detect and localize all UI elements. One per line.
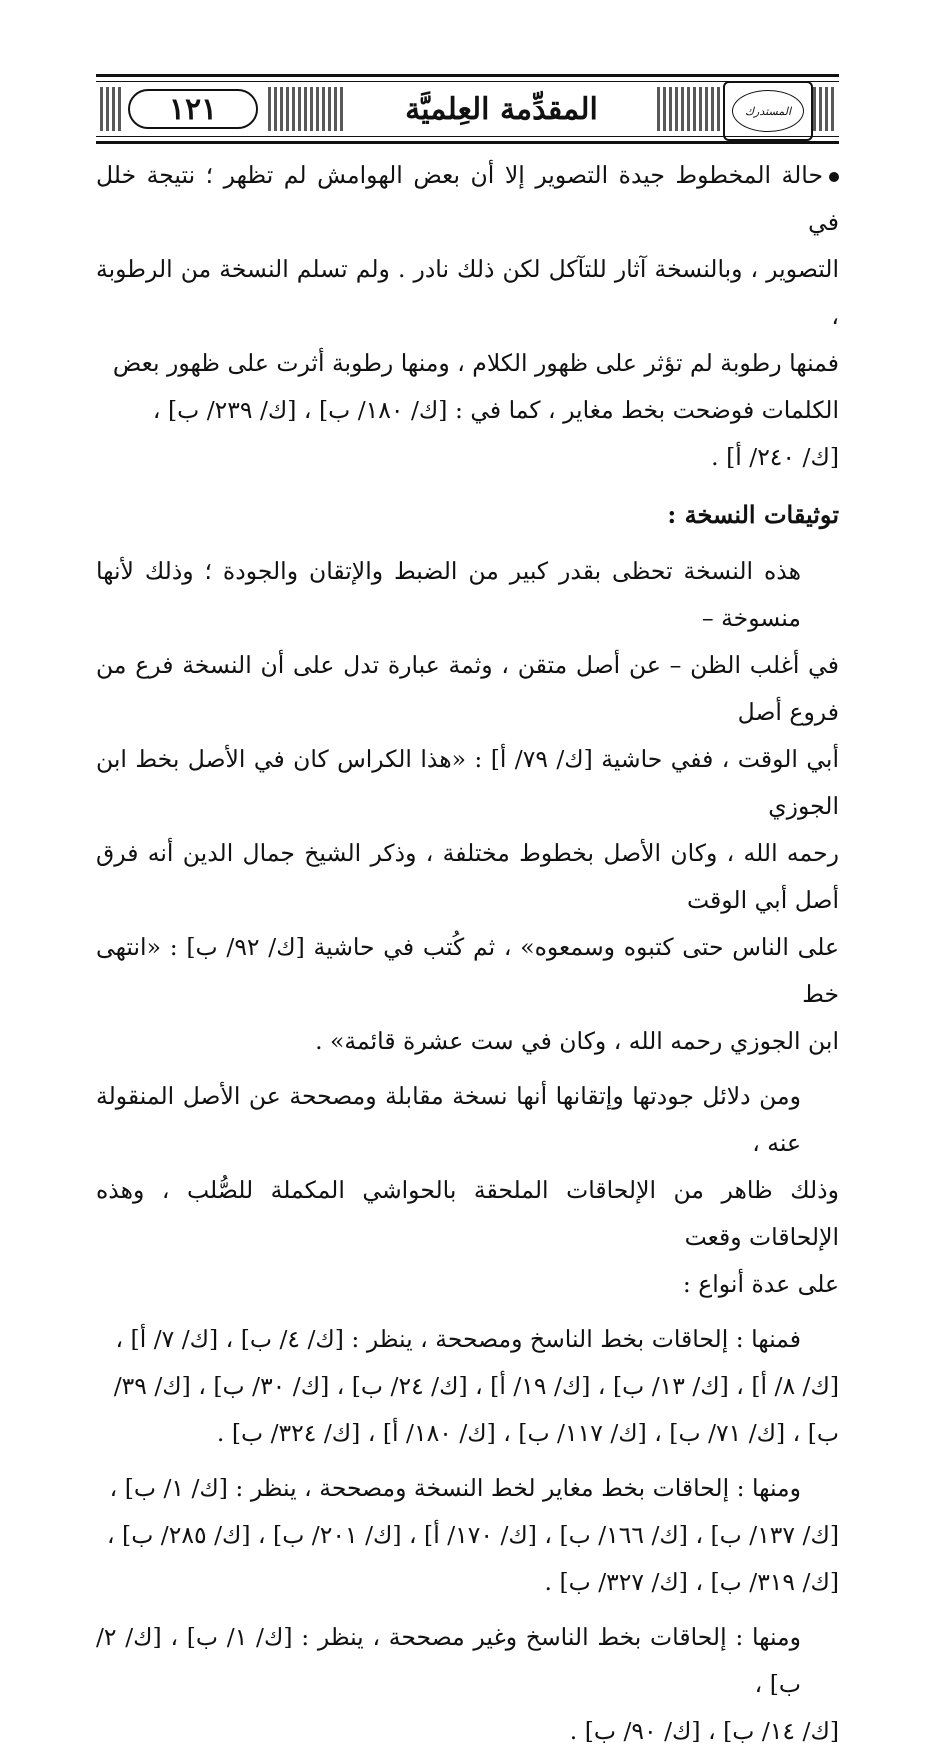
ornament-left [268, 87, 346, 131]
paragraph-line: ب] ، [ك/ ٧١/ ب] ، [ك/ ١١٧/ ب] ، [ك/ ١٨٠/ أ] ، [ك/ ٣٢٤/ ب] . [216, 1419, 839, 1447]
page-number-frame [118, 83, 268, 135]
intro-line: التصوير ، وبالنسخة آثار للتآكل لكن ذلك نادر . ولم تسلم النسخة من الرطوبة ، [96, 255, 839, 330]
bullet-icon [829, 172, 839, 182]
paragraph-line: ومن دلائل جودتها وإتقانها أنها نسخة مقابلة ومصححة عن الأصل المنقولة عنه ، [96, 1082, 801, 1157]
paragraph-type-3 [96, 1614, 839, 1755]
paragraph-line: [ك/ ١٤/ ب] ، [ك/ ٩٠/ ب] . [569, 1717, 839, 1745]
page-header [96, 74, 839, 144]
paragraph-line: ومنها : إلحاقات بخط مغاير لخط النسخة ومصححة ، ينظر : [ك/ ١/ ب] ، [109, 1474, 801, 1502]
paragraph-type-2 [96, 1465, 839, 1606]
intro-line: الكلمات فوضحت بخط مغاير ، كما في : [ك/ ١٨٠/ ب] ، [ك/ ٢٣٩/ ب] ، [152, 396, 839, 424]
section-heading: توثيقات النسخة : [667, 500, 839, 529]
publisher-seal-logo [723, 81, 813, 141]
intro-line: فمنها رطوبة لم تؤثر على ظهور الكلام ، ومنها رطوبة أثرت على ظهور بعض [112, 349, 839, 377]
paragraph-quality [96, 1073, 839, 1308]
paragraph-documentation [96, 548, 839, 1065]
paragraph-line: [ك/ ١٣٧/ ب] ، [ك/ ١٦٦/ ب] ، [ك/ ١٧٠/ أ] ، [ك/ ٢٠١/ ب] ، [ك/ ٢٨٥/ ب] ، [106, 1521, 839, 1549]
intro-paragraph [96, 152, 839, 481]
seal-lettering: المستدرك [732, 90, 804, 132]
paragraph-line: أبي الوقت ، ففي حاشية [ك/ ٧٩/ أ] : «هذا الكراس كان في الأصل بخط ابن الجوزي [96, 745, 839, 820]
running-title: المقدِّمة العِلميَّة [405, 91, 598, 127]
page-body [96, 152, 839, 1763]
paragraph-line: ومنها : إلحاقات بخط الناسخ وغير مصححة ، ينظر : [ك/ ١/ ب] ، [ك/ ٢/ ب] ، [96, 1623, 801, 1698]
intro-line: [ك/ ٢٤٠/ أ] . [711, 443, 839, 471]
paragraph-line: هذه النسخة تحظى بقدر كبير من الضبط والإتقان والجودة ؛ وذلك لأنها منسوخة – [96, 557, 801, 632]
paragraph-type-1 [96, 1316, 839, 1457]
paragraph-line: في أغلب الظن – عن أصل متقن ، وثمة عبارة تدل على أن النسخة فرع من فروع أصل [96, 651, 839, 726]
paragraph-line: وذلك ظاهر من الإلحاقات الملحقة بالحواشي المكملة للصُّلب ، وهذه الإلحاقات وقعت [96, 1176, 839, 1251]
paragraph-line: على الناس حتى كتبوه وسمعوه» ، ثم كُتب في حاشية [ك/ ٩٢/ ب] : «انتهى خط [96, 933, 840, 1008]
paragraph-line: فمنها : إلحاقات بخط الناسخ ومصححة ، ينظر : [ك/ ٤/ ب] ، [ك/ ٧/ أ] ، [115, 1325, 801, 1353]
ornament-right [657, 87, 727, 131]
intro-line: حالة المخطوط جيدة التصوير إلا أن بعض الهوامش لم تظهر ؛ نتيجة خلل في [96, 161, 839, 236]
ornament-right-edge [813, 87, 835, 131]
paragraph-line: على عدة أنواع : [682, 1270, 839, 1298]
paragraph-line: رحمه الله ، وكان الأصل بخطوط مختلفة ، وذكر الشيخ جمال الدين أنه فرق أصل أبي الوقت [96, 839, 839, 914]
page-number: ١٢١ [168, 91, 218, 127]
paragraph-line: [ك/ ٨/ أ] ، [ك/ ١٣/ ب] ، [ك/ ١٩/ أ] ، [ك/ ٢٤/ ب] ، [ك/ ٣٠/ ب] ، [ك/ ٣٩/ [113, 1372, 839, 1400]
paragraph-line: [ك/ ٣١٩/ ب] ، [ك/ ٣٢٧/ ب] . [544, 1568, 839, 1596]
paragraph-line: ابن الجوزي رحمه الله ، وكان في ست عشرة قائمة» . [315, 1027, 839, 1055]
